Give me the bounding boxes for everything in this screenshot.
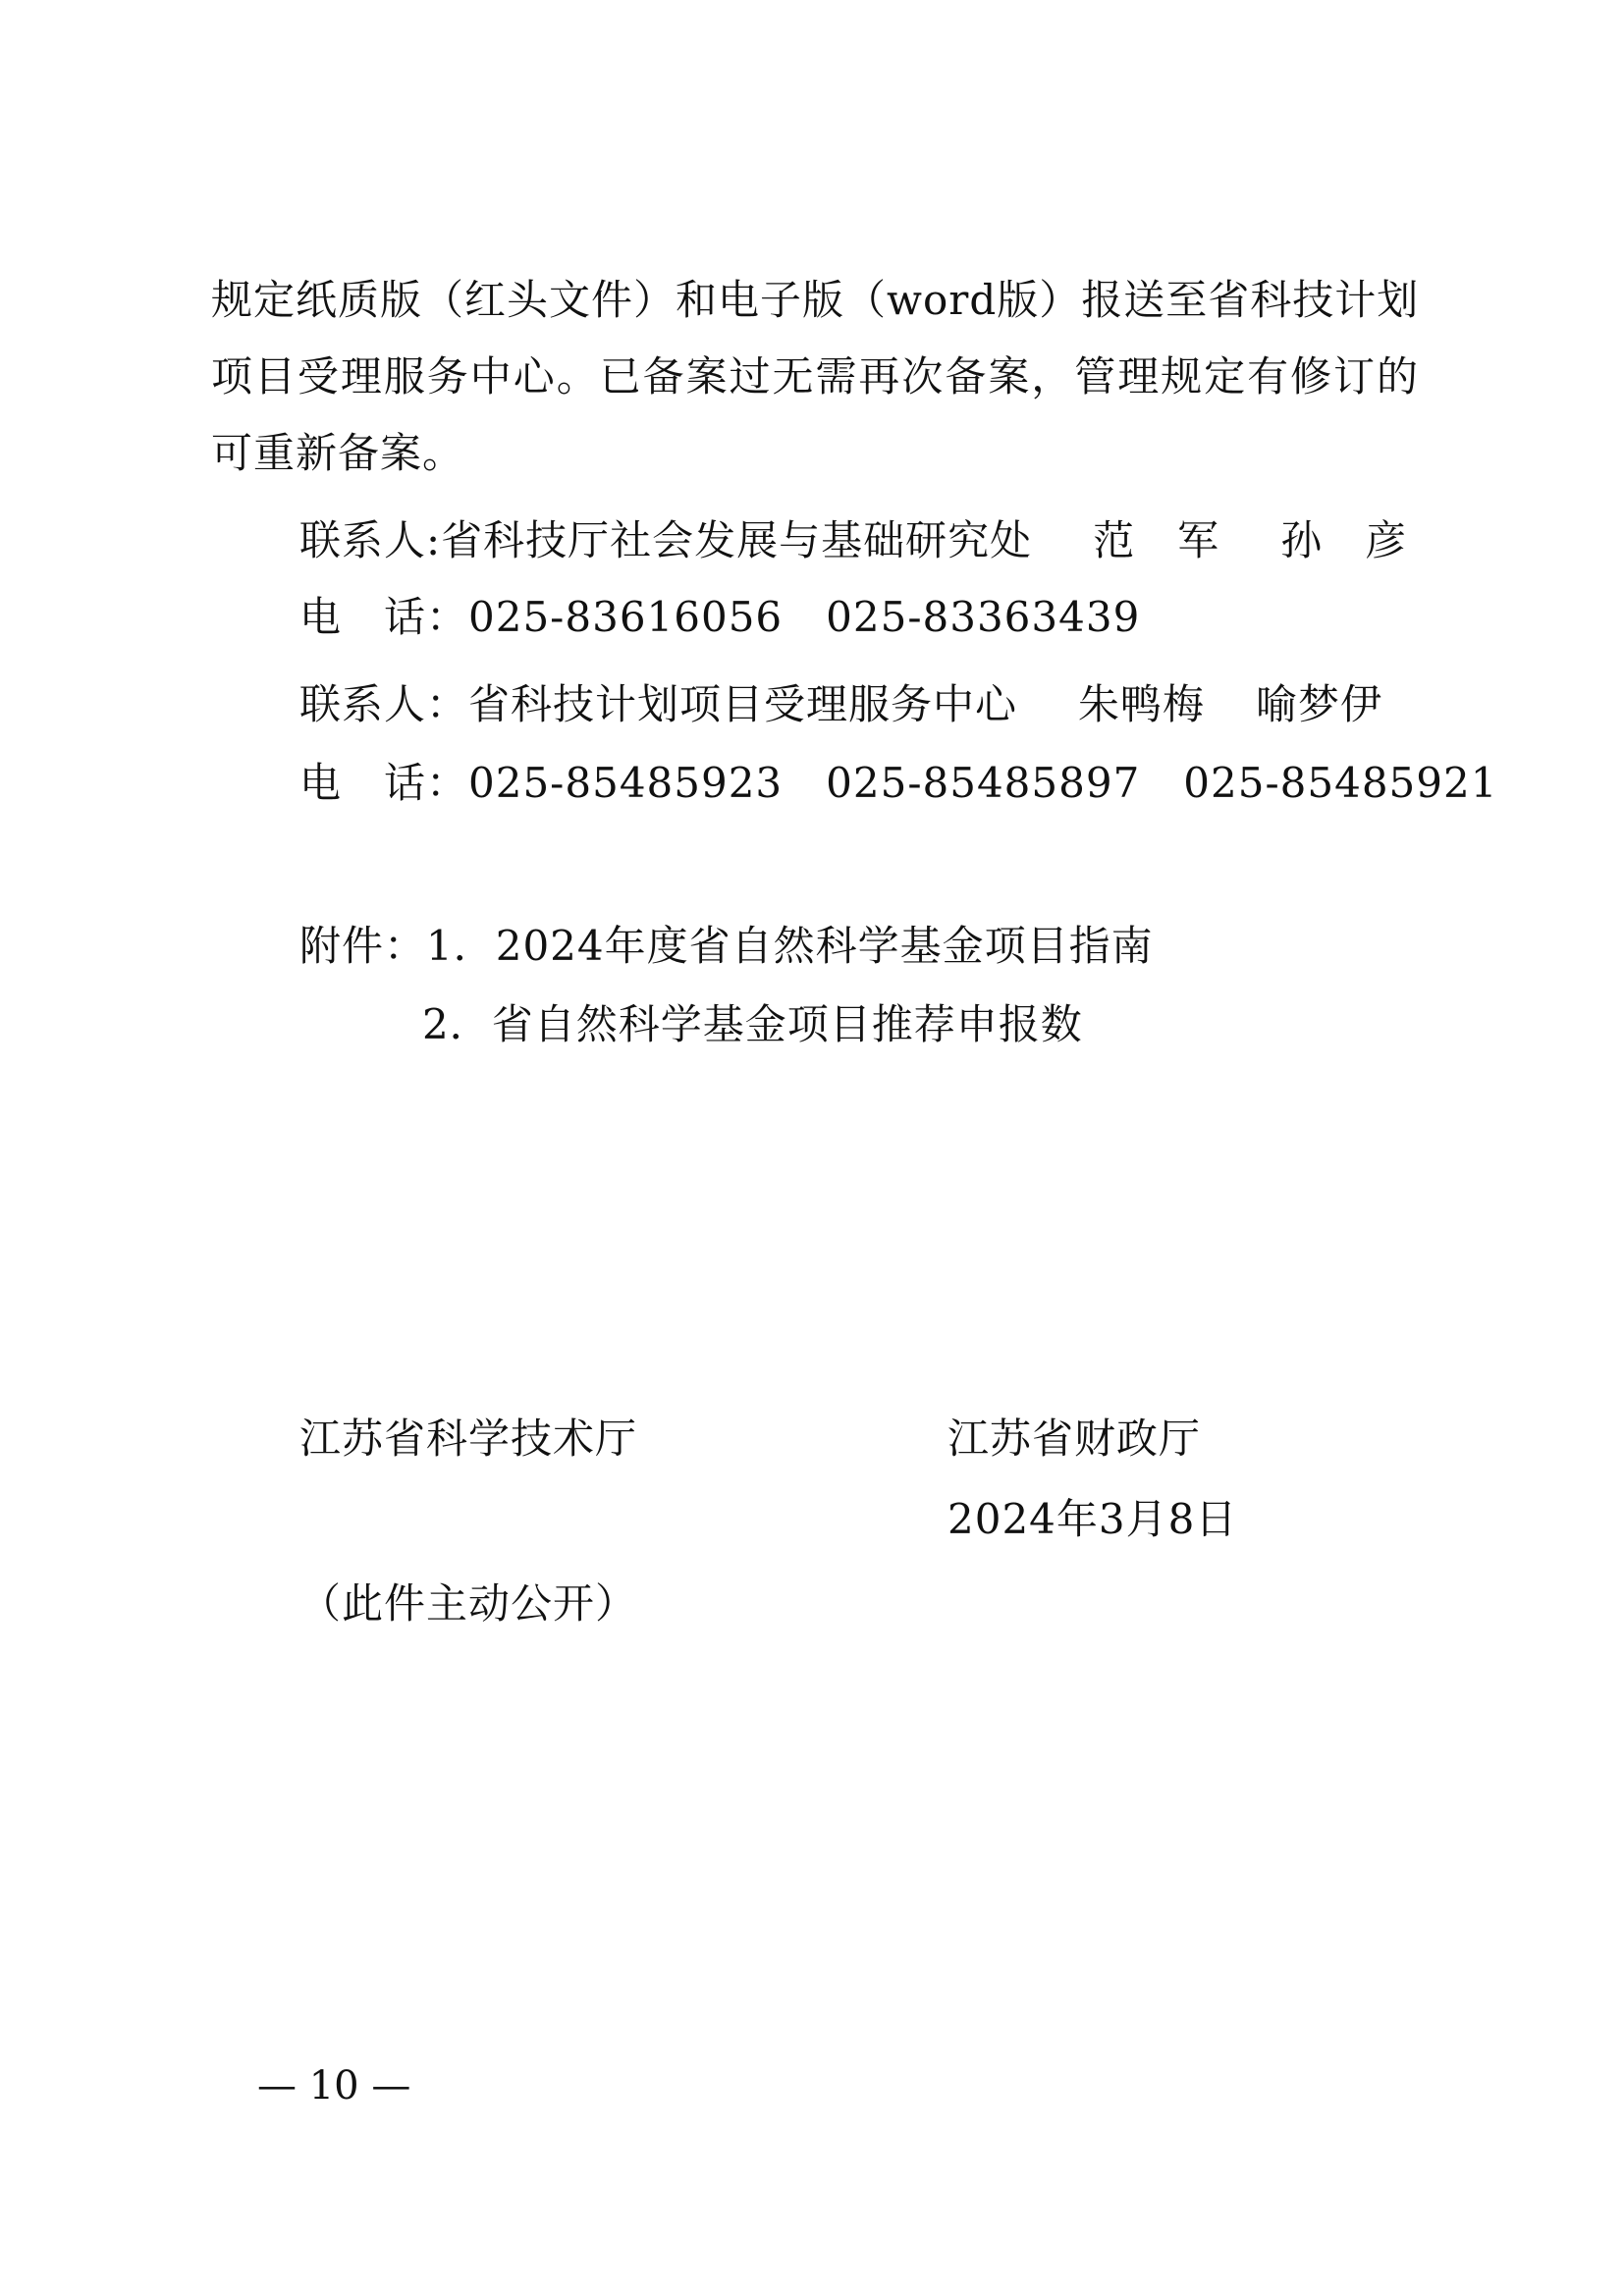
phone-row-2 (299, 758, 1497, 809)
phone-label: 电 话： (299, 759, 469, 807)
disclosure-note: （此件主动公开） (299, 1579, 638, 1628)
attachment-row-2 (422, 999, 1083, 1050)
phone-number: 025-83616056 (468, 593, 784, 641)
paragraph-line-2: 项目受理服务中心。已备案过无需再次备案，管理规定有修订的 (211, 352, 1419, 400)
phone-number: 025-85485923 (468, 759, 784, 807)
contact-name: 范 军 (1093, 516, 1220, 564)
signature-org-right: 江苏省财政厅 (947, 1415, 1202, 1463)
contact-label: 联系人: (299, 516, 442, 564)
contact-row-1 (299, 515, 1407, 566)
paragraph-line-3: 可重新备案。 (211, 429, 465, 477)
phone-number: 025-85485921 (1183, 759, 1498, 807)
signature-org-left: 江苏省科学技术厅 (299, 1415, 638, 1463)
attachment-item: 2．省自然科学基金项目推荐申报数 (422, 1000, 1083, 1048)
signature-date: 2024年3月8日 (947, 1495, 1238, 1543)
page-number: — 10 — (257, 2063, 411, 2109)
phone-number: 025-83363439 (826, 593, 1141, 641)
attachment-label: 附件： (299, 922, 427, 970)
contact-name: 喻梦伊 (1256, 680, 1383, 728)
contact-name: 孙 彦 (1280, 516, 1408, 564)
attachment-row-1 (299, 921, 1154, 972)
contact-label: 联系人： (299, 680, 469, 728)
phone-label: 电 话： (299, 593, 469, 641)
attachment-item: 1．2024年度省自然科学基金项目指南 (426, 922, 1154, 970)
contact-name: 朱鸭梅 (1078, 680, 1206, 728)
contact-org: 省科技计划项目受理服务中心 (468, 680, 1018, 728)
contact-org: 省科技厅社会发展与基础研究处 (441, 516, 1033, 564)
contact-row-2 (299, 679, 1382, 730)
paragraph-line-1: 规定纸质版（红头文件）和电子版（word版）报送至省科技计划 (211, 276, 1420, 324)
phone-number: 025-85485897 (826, 759, 1141, 807)
phone-row-1 (299, 592, 1140, 643)
